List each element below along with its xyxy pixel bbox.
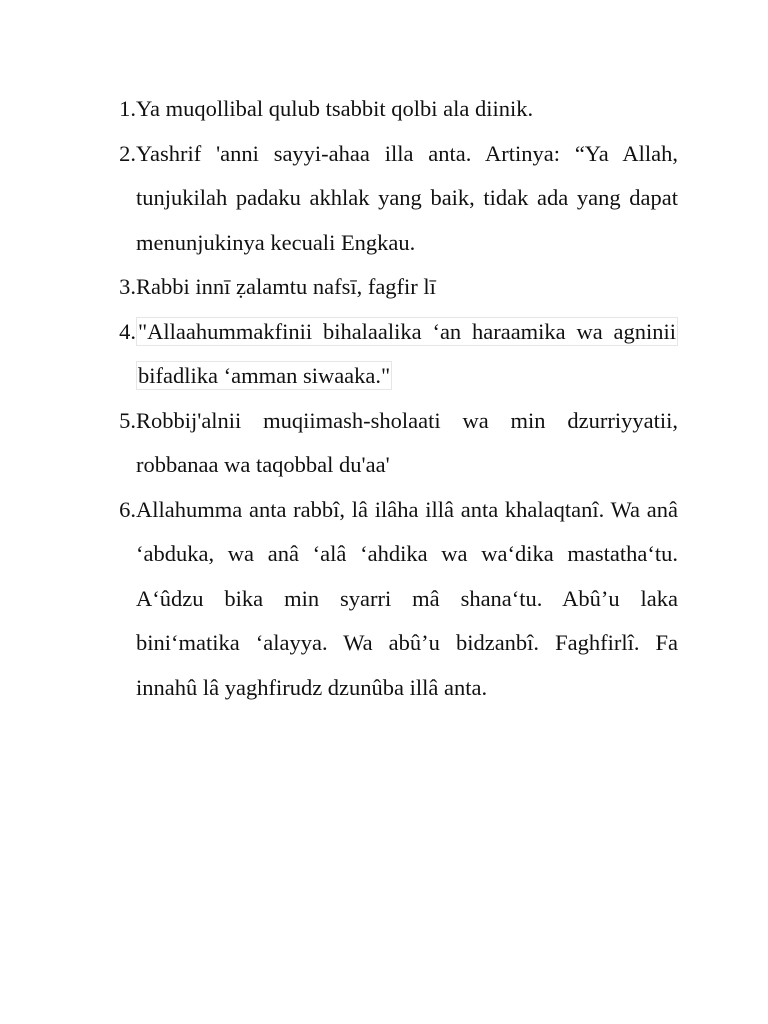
list-item-5	[98, 399, 678, 488]
list-item-2	[98, 132, 678, 266]
list-item-4	[98, 310, 678, 399]
numbered-list	[98, 87, 678, 710]
list-number: 1.	[119, 96, 136, 121]
list-number: 6.	[119, 496, 136, 522]
list-item-3	[98, 265, 678, 310]
list-number: 4.	[119, 318, 136, 344]
highlighted-quote: "Allaahummakfinii bihalaalika ‘an haraamika wa agninii bifadlika ‘amman siwaaka."	[138, 318, 676, 388]
list-item-text: Ya muqollibal qulub tsabbit qolbi ala diinik.	[136, 96, 534, 121]
list-item-text: Robbij'alnii muqiimash-sholaati wa min dzurriyyatii, robbanaa wa taqobbal du'aa'	[136, 407, 678, 477]
list-item-6	[98, 488, 678, 711]
list-number: 5.	[119, 407, 136, 433]
list-number: 2.	[119, 140, 136, 166]
list-item-1	[98, 87, 678, 132]
list-item-text: Rabbi innī ẓalamtu nafsī, fagfir lī	[136, 274, 436, 299]
list-item-text-wrapper	[136, 310, 678, 399]
list-number: 3.	[119, 274, 136, 299]
list-item-text: Allahumma anta rabbî, lâ ilâha illâ anta khalaqtanî. Wa anâ ‘abduka, wa anâ ‘alâ ‘ahdika wa wa‘dika mastatha‘tu. A‘ûdzu bika min syarri mâ shana‘tu. Abû’u laka bini‘matika ‘alayya. Wa abû’u bidzanbî. Faghfirlî. Fa innahû lâ yaghfirudz dzunûba illâ anta.	[136, 496, 678, 700]
list-item-text: Yashrif 'anni sayyi-ahaa illa anta. Artinya: “Ya Allah, tunjukilah padaku akhlak yang baik, tidak ada yang dapat menunjukinya kecuali Engkau.	[136, 140, 678, 255]
